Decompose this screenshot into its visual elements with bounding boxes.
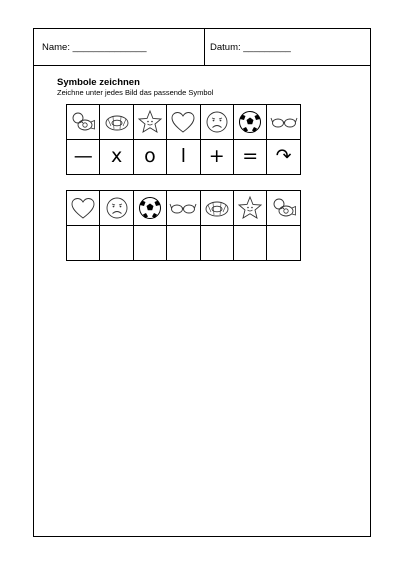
answer-equals: =	[242, 145, 259, 167]
ring-icon	[203, 195, 231, 221]
answer-cell[interactable]	[167, 226, 200, 261]
date-field[interactable]: Datum: _________	[210, 42, 291, 53]
answer-cell[interactable]	[267, 226, 300, 261]
star-icon	[236, 195, 264, 221]
ring-icon	[103, 109, 131, 135]
legend-answer-cell	[133, 140, 166, 175]
header-divider	[204, 29, 205, 65]
symbol-cell	[100, 191, 133, 226]
ball-icon	[136, 195, 164, 221]
symbol-cell	[167, 191, 200, 226]
exercise-table	[66, 190, 301, 261]
worksheet-title: Symbole zeichnen	[57, 77, 140, 88]
answer-l: l	[180, 145, 186, 167]
answer-cell[interactable]	[67, 226, 100, 261]
star-icon	[136, 109, 164, 135]
legend-answer-cell	[267, 140, 300, 175]
legend-cell	[67, 105, 100, 140]
legend-cell	[167, 105, 200, 140]
name-field[interactable]: Name: ______________	[42, 42, 147, 53]
symbol-cell	[233, 191, 266, 226]
legend-answer-cell	[67, 140, 100, 175]
glasses-icon	[169, 195, 197, 221]
answer-cell[interactable]	[100, 226, 133, 261]
header-bar	[34, 29, 370, 66]
legend-answer-cell	[100, 140, 133, 175]
symbol-cell	[267, 191, 300, 226]
symbol-cell	[200, 191, 233, 226]
legend-symbol-row	[67, 105, 301, 140]
glasses-icon	[270, 109, 298, 135]
heart-icon	[69, 195, 97, 221]
symbol-cell	[133, 191, 166, 226]
heart-icon	[169, 109, 197, 135]
legend-cell	[267, 105, 300, 140]
legend-cell	[100, 105, 133, 140]
worksheet-instructions: Zeichne unter jedes Bild das passende Symbol	[57, 88, 214, 97]
legend-answer-cell	[200, 140, 233, 175]
legend-answer-cell	[167, 140, 200, 175]
legend-cell	[200, 105, 233, 140]
pacifier-icon	[69, 109, 97, 135]
symbol-cell	[67, 191, 100, 226]
legend-table	[66, 104, 301, 175]
answer-arrow: ↷	[275, 145, 292, 167]
exercise-1	[66, 190, 301, 261]
answer-plus: +	[208, 145, 225, 167]
pacifier-icon	[270, 195, 298, 221]
answer-cell[interactable]	[133, 226, 166, 261]
answer-x: x	[110, 145, 123, 167]
legend-answer-cell	[233, 140, 266, 175]
answer-row	[67, 226, 301, 261]
sad-face-icon	[203, 109, 231, 135]
ball-icon	[236, 109, 264, 135]
answer-dash: —	[73, 145, 93, 167]
sad-face-icon	[103, 195, 131, 221]
legend-cell	[233, 105, 266, 140]
answer-cell[interactable]	[200, 226, 233, 261]
answer-cell[interactable]	[233, 226, 266, 261]
legend-answer-row	[67, 140, 301, 175]
answer-o: o	[144, 145, 156, 167]
legend-cell	[133, 105, 166, 140]
symbol-row	[67, 191, 301, 226]
